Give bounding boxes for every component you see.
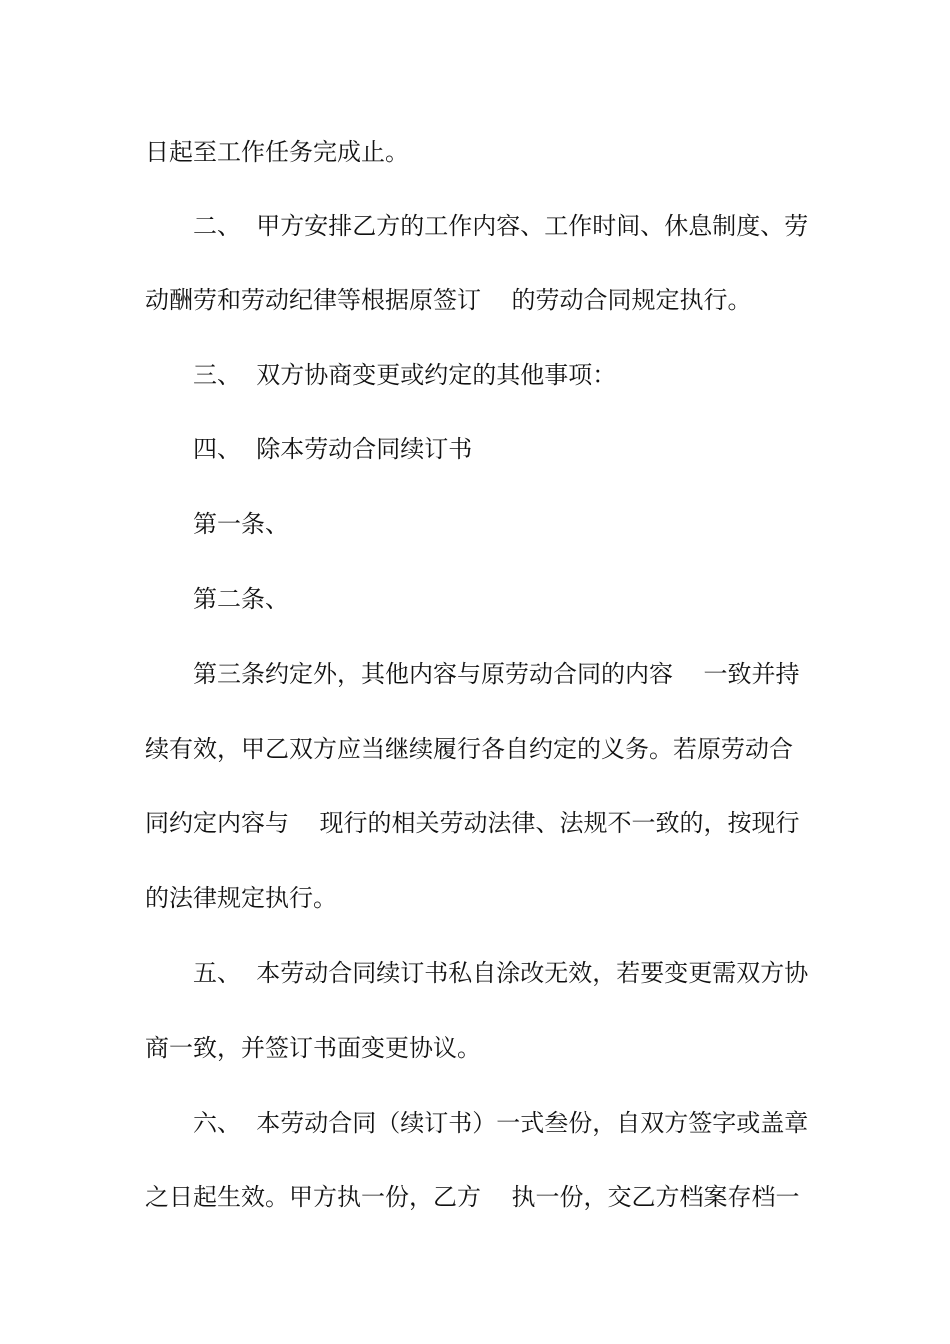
text-line-1: 日起至工作任务完成止。 <box>145 138 409 166</box>
clause-5-line-1: 五、 本劳动合同续订书私自涂改无效，若要变更需双方协 <box>193 959 809 987</box>
clause-4-line: 四、 除本劳动合同续订书 <box>193 435 473 463</box>
article-3-line-1: 第三条约定外，其他内容与原劳动合同的内容 一致并持 <box>193 660 800 688</box>
clause-3-line: 三、 双方协商变更或约定的其他事项： <box>193 361 617 389</box>
article-1-line: 第一条、 <box>193 510 289 538</box>
clause-5-line-2: 商一致，并签订书面变更协议。 <box>145 1034 481 1062</box>
clause-2-line-2: 动酬劳和劳动纪律等根据原签订 的劳动合同规定执行。 <box>145 286 752 314</box>
article-3-line-2: 续有效，甲乙双方应当继续履行各自约定的义务。若原劳动合 <box>145 735 793 763</box>
clause-2-line-1: 二、 甲方安排乙方的工作内容、工作时间、休息制度、劳 <box>193 212 809 240</box>
article-3-line-3: 同约定内容与 现行的相关劳动法律、法规不一致的，按现行 <box>145 809 800 837</box>
article-2-line: 第二条、 <box>193 585 289 613</box>
clause-6-line-1: 六、 本劳动合同（续订书）一式叁份，自双方签字或盖章 <box>193 1109 809 1137</box>
article-3-line-4: 的法律规定执行。 <box>145 884 337 912</box>
clause-6-line-2: 之日起生效。甲方执一份，乙方 执一份，交乙方档案存档一 <box>145 1183 800 1211</box>
